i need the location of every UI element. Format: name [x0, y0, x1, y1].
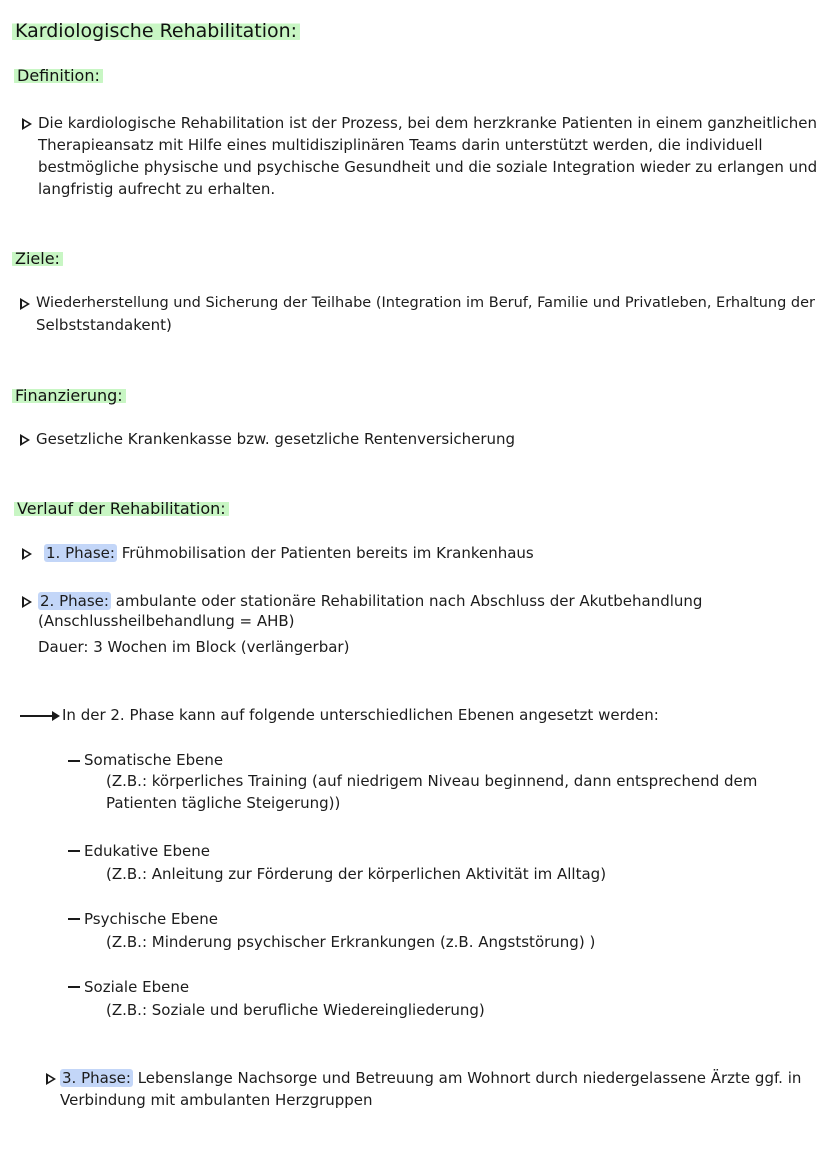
- page-title: Kardiologische Rehabilitation:: [12, 20, 300, 42]
- dash-icon: [68, 760, 80, 762]
- definition-line: bestmögliche physische und psychische Gesundheit und die soziale Integration wieder zu erlangen und: [38, 158, 818, 176]
- ebene-name: Edukative Ebene: [84, 842, 211, 860]
- ziele-text: [36, 292, 815, 336]
- bullet-triangle-icon: [22, 548, 32, 560]
- verlauf-heading: Verlauf der Rehabilitation:: [14, 499, 229, 518]
- phase1-label: 1. Phase:: [46, 544, 115, 562]
- ebene-name: Soziale Ebene: [84, 978, 190, 996]
- definition-line: Therapieansatz mit Hilfe eines multidisziplinären Teams darin unterstützt werden, die individuell: [38, 136, 763, 154]
- ebenen-intro: In der 2. Phase kann auf folgende unterschiedlichen Ebenen angesetzt werden:: [62, 706, 659, 724]
- definition-heading: Definition:: [14, 66, 103, 85]
- ebene-detail: (Z.B.: körperliches Training (auf niedrigem Niveau beginnend, dann entsprechend dem Patienten tägliche Steigerung)): [106, 772, 758, 812]
- phase3-text: Lebenslange Nachsorge und Betreuung am Wohnort durch niedergelassene Ärzte ggf. in: [132, 1069, 802, 1087]
- bullet-triangle-icon: [22, 596, 32, 608]
- phase2-line: (Anschlussheilbehandlung = AHB): [38, 612, 295, 630]
- dash-icon: [68, 986, 80, 988]
- ziele-heading: Ziele:: [12, 249, 63, 268]
- ebene-detail: (Z.B.: Minderung psychischer Erkrankungen (z.B. Angststörung) ): [106, 933, 596, 951]
- phase1-item: [44, 542, 534, 564]
- phase2-label: 2. Phase:: [40, 592, 109, 610]
- finanzierung-text: Gesetzliche Krankenkasse bzw. gesetzliche Rentenversicherung: [36, 430, 516, 448]
- phase1-text: Frühmobilisation der Patienten bereits im Krankenhaus: [116, 544, 534, 562]
- ziele-line: Selbststandakent): [36, 316, 172, 334]
- phase2-item: [38, 590, 702, 658]
- bullet-triangle-icon: [46, 1073, 56, 1085]
- definition-text: [38, 112, 817, 200]
- phase2-duration: Dauer: 3 Wochen im Block (verlängerbar): [38, 638, 350, 656]
- ebene-name: Somatische Ebene: [84, 751, 224, 769]
- bullet-triangle-icon: [22, 118, 32, 130]
- phase3-item: [60, 1067, 801, 1111]
- bullet-triangle-icon: [20, 434, 30, 446]
- finanzierung-heading: Finanzierung:: [12, 386, 126, 405]
- ziele-line: Wiederherstellung und Sicherung der Teilhabe (Integration im Beruf, Familie und Privatleben, Erhaltung der: [36, 295, 815, 311]
- bullet-triangle-icon: [20, 298, 30, 310]
- definition-line: langfristig aufrecht zu erhalten.: [38, 180, 276, 198]
- definition-line: Die kardiologische Rehabilitation ist der Prozess, bei dem herzkranke Patienten in einem ganzheitlichen: [38, 114, 818, 132]
- ebene-name: Psychische Ebene: [84, 910, 218, 928]
- ebene-detail: (Z.B.: Anleitung zur Förderung der körperlichen Aktivität im Alltag): [106, 865, 607, 883]
- arrow-line: [20, 715, 54, 717]
- phase2-text: ambulante oder stationäre Rehabilitation nach Abschluss der Akutbehandlung: [110, 592, 703, 610]
- ebene-detail: (Z.B.: Soziale und berufliche Wiedereingliederung): [106, 1001, 485, 1019]
- dash-icon: [68, 918, 80, 920]
- arrow-right-icon: [52, 711, 60, 721]
- phase3-line: Verbindung mit ambulanten Herzgruppen: [60, 1091, 373, 1109]
- phase3-label: 3. Phase:: [62, 1069, 131, 1087]
- dash-icon: [68, 850, 80, 852]
